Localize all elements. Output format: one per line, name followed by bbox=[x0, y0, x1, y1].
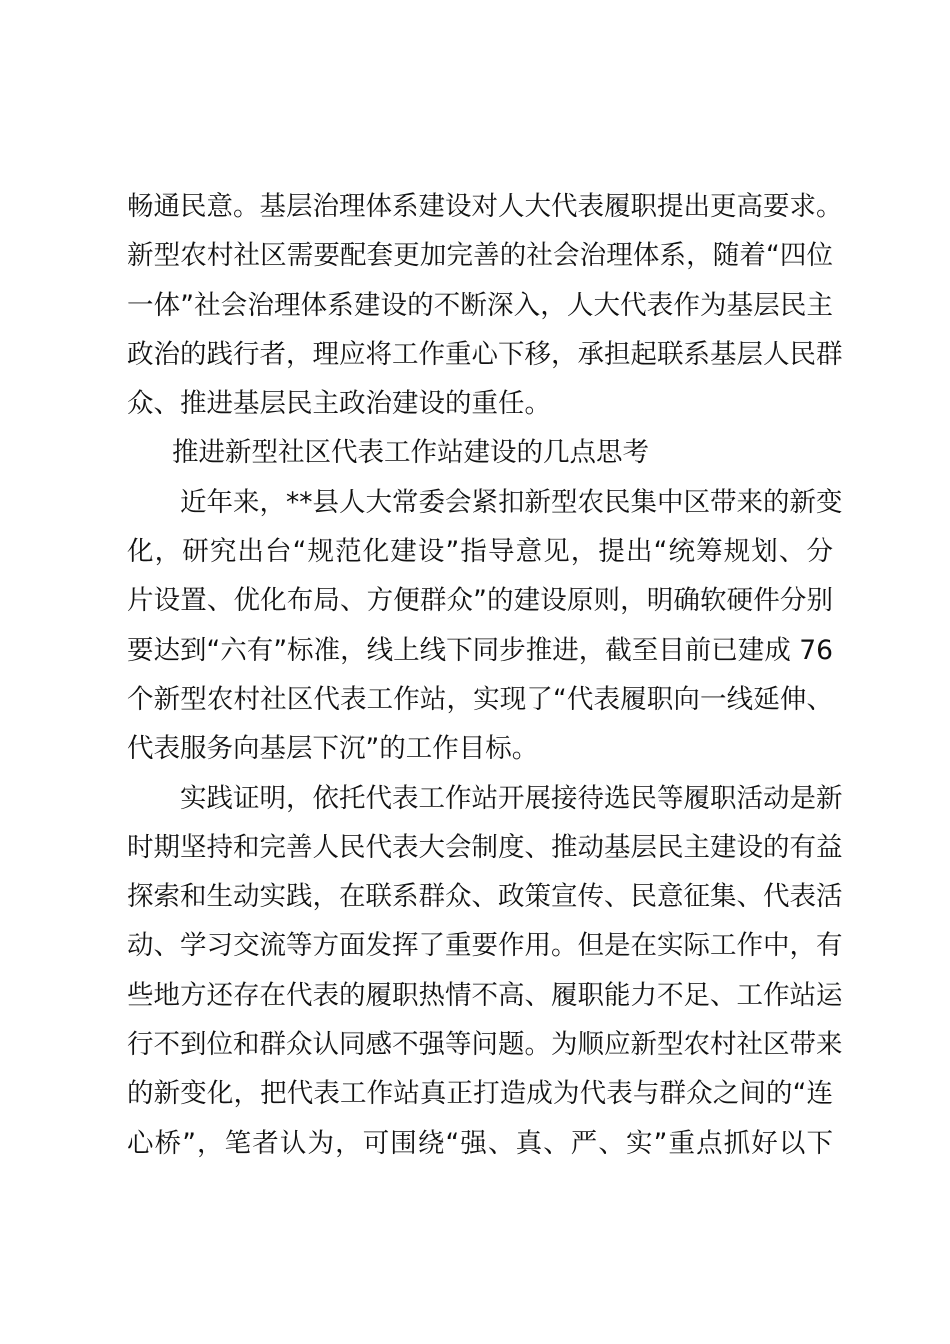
text-line: 实践证明，依托代表工作站开展接待选民等履职活动是新 bbox=[180, 782, 843, 814]
section-heading bbox=[127, 428, 833, 477]
paragraph-practice-proves bbox=[127, 774, 843, 1168]
text-line: 探索和生动实践，在联系群众、政策宣传、民意征集、代表活 bbox=[127, 881, 843, 913]
text-line: 要达到“六有”标准，线上线下同步推进，截至目前已建成 76 bbox=[127, 634, 833, 666]
text-line: 心桥”，笔者认为，可围绕“强、真、严、实”重点抓好以下 bbox=[127, 1127, 833, 1159]
text-line: 近年来，**县人大常委会紧扣新型农民集中区带来的新变 bbox=[180, 486, 843, 518]
text-line: 时期坚持和完善人民代表大会制度、推动基层民主建设的有益 bbox=[127, 831, 843, 863]
text-line: 片设置、优化布局、方便群众”的建设原则，明确软硬件分别 bbox=[127, 585, 833, 617]
text-line: 众、推进基层民主政治建设的重任。 bbox=[127, 388, 551, 420]
paragraph-grassroots-governance bbox=[127, 182, 843, 428]
text-line: 行不到位和群众认同感不强等问题。为顺应新型农村社区带来 bbox=[127, 1029, 843, 1061]
paragraph-recent-years bbox=[127, 478, 843, 774]
text-line: 化，研究出台“规范化建设”指导意见，提出“统筹规划、分 bbox=[127, 536, 833, 568]
text-line: 畅通民意。基层治理体系建设对人大代表履职提出更高要求。 bbox=[127, 191, 843, 222]
text-line: 些地方还存在代表的履职热情不高、履职能力不足、工作站运 bbox=[127, 979, 843, 1011]
text-line: 的新变化，把代表工作站真正打造成为代表与群众之间的“连 bbox=[127, 1078, 833, 1110]
document-body bbox=[127, 182, 843, 1168]
section-heading-text: 推进新型社区代表工作站建设的几点思考 bbox=[172, 437, 649, 469]
text-line: 新型农村社区需要配套更加完善的社会治理体系，随着“四位 bbox=[127, 240, 833, 272]
text-line: 动、学习交流等方面发挥了重要作用。但是在实际工作中，有 bbox=[127, 930, 843, 962]
text-line: 个新型农村社区代表工作站，实现了“代表履职向一线延伸、 bbox=[127, 683, 833, 715]
text-line: 代表服务向基层下沉”的工作目标。 bbox=[127, 733, 539, 765]
text-line: 政治的践行者，理应将工作重心下移，承担起联系基层人民群 bbox=[127, 338, 843, 370]
text-line: 一体”社会治理体系建设的不断深入，人大代表作为基层民主 bbox=[127, 289, 833, 321]
